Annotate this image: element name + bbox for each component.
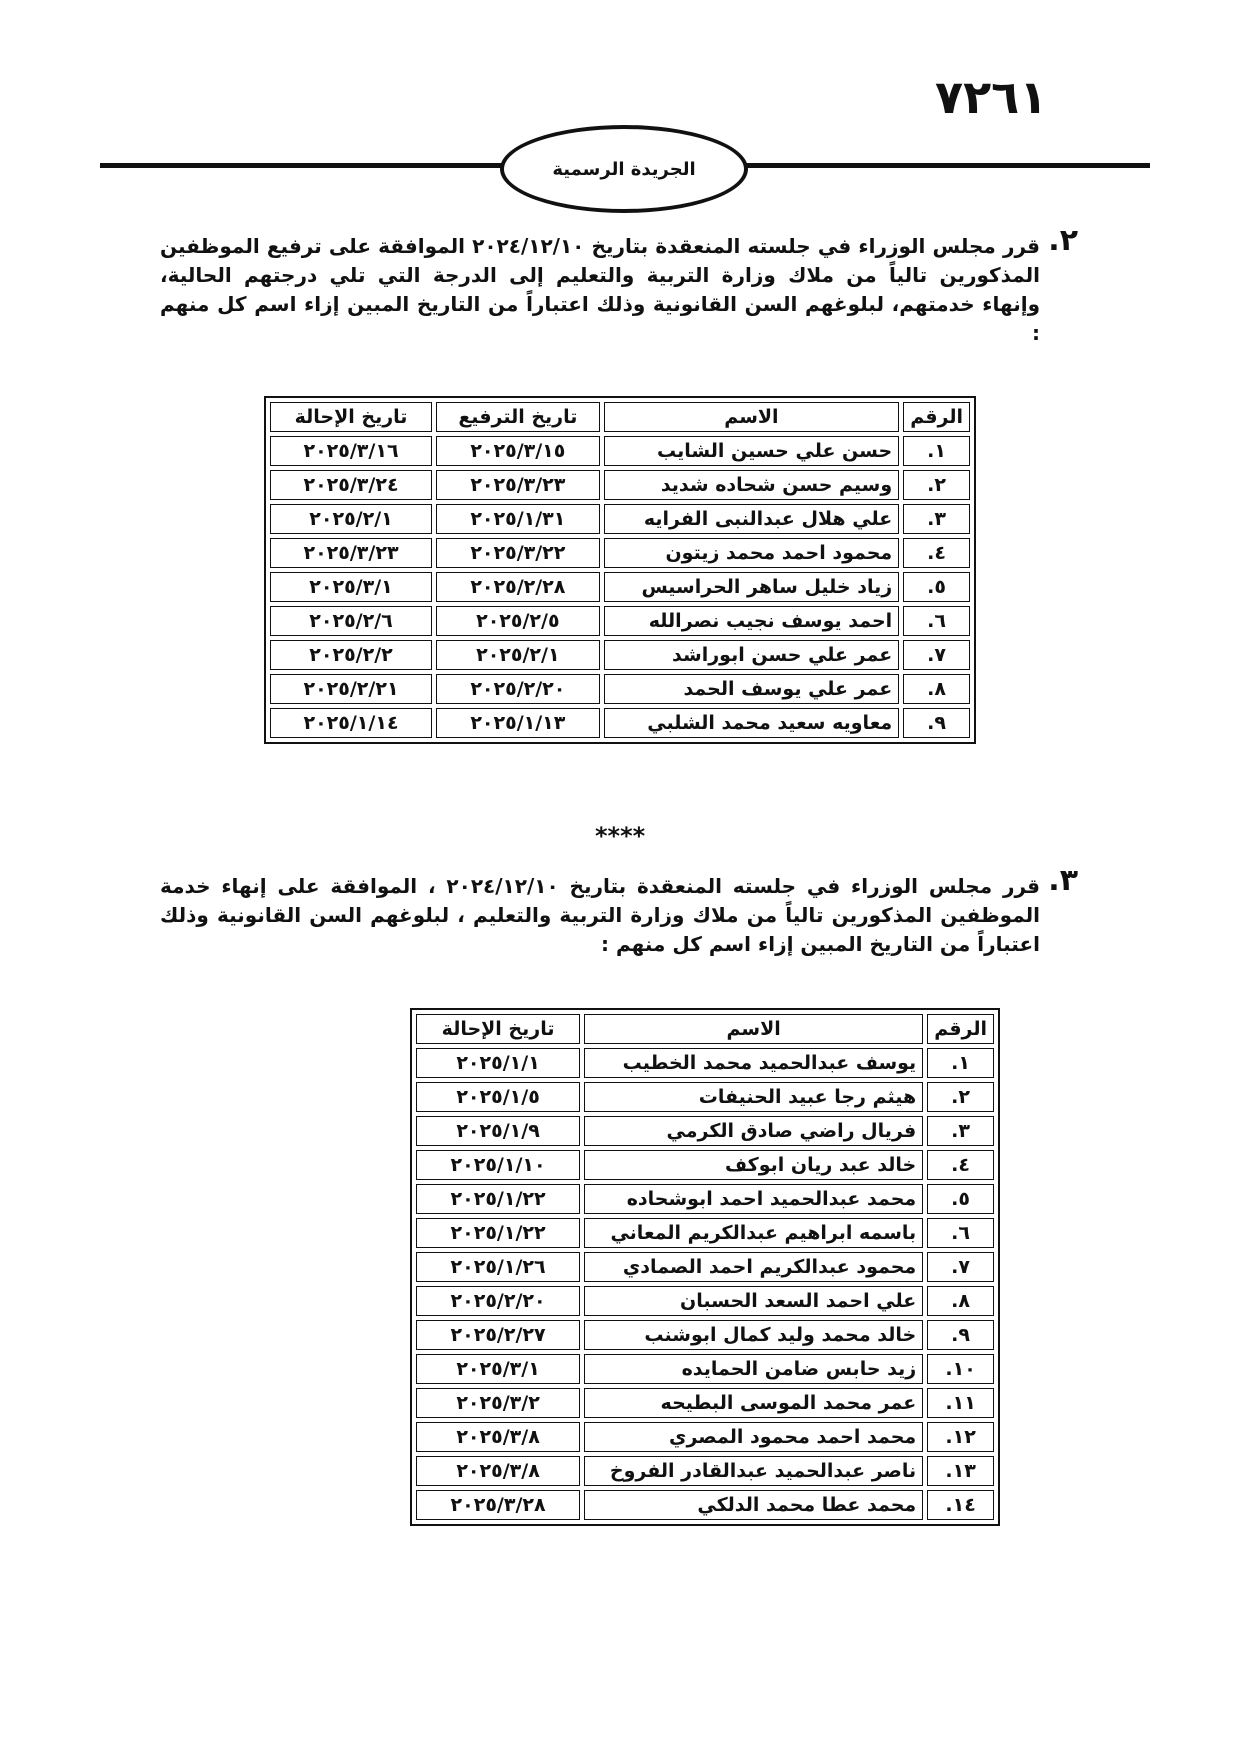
employee-name-cell: علي هلال عبدالنبى الفرايه xyxy=(604,504,900,534)
table-row xyxy=(416,1354,994,1384)
table-row xyxy=(270,674,970,704)
row-number-cell: ١١. xyxy=(927,1388,994,1418)
table-row xyxy=(270,504,970,534)
table-row xyxy=(270,708,970,738)
promotion-date-cell: ٢٠٢٥/١/١٣ xyxy=(436,708,600,738)
retirement-date-cell: ٢٠٢٥/١/١٤ xyxy=(270,708,432,738)
row-number-cell: ٨. xyxy=(927,1286,994,1316)
row-number-cell: ١٠. xyxy=(927,1354,994,1384)
row-number-cell: ٤. xyxy=(903,538,970,568)
table-row xyxy=(416,1116,994,1146)
row-number-cell: ٦. xyxy=(927,1218,994,1248)
col-header-retirement-date: تاريخ الإحالة xyxy=(416,1014,580,1044)
employee-name-cell: محمد عبدالحميد احمد ابوشحاده xyxy=(584,1184,923,1214)
promotion-date-cell: ٢٠٢٥/٢/٢٨ xyxy=(436,572,600,602)
row-number-cell: ٨. xyxy=(903,674,970,704)
row-number-cell: ١٢. xyxy=(927,1422,994,1452)
promotion-date-cell: ٢٠٢٥/٣/٢٢ xyxy=(436,538,600,568)
retirement-date-cell: ٢٠٢٥/١/٢٦ xyxy=(416,1252,580,1282)
row-number-cell: ٣. xyxy=(903,504,970,534)
gazette-title-oval xyxy=(500,125,748,213)
retirement-date-cell: ٢٠٢٥/٣/٢٣ xyxy=(270,538,432,568)
decision-3-text: قرر مجلس الوزراء في جلسته المنعقدة بتاريخ ٢٠٢٤/١٢/١٠ ، الموافقة على إنهاء خدمة الموظفين المذكورين تالياً من ملاك وزارة التربية والتعليم ، لبلوغهم السن القانونية وذلك اعتباراً من التاريخ المبين إزاء اسم كل منهم : xyxy=(160,874,1040,956)
promotion-date-cell: ٢٠٢٥/٣/٢٣ xyxy=(436,470,600,500)
retirement-date-cell: ٢٠٢٥/٣/١ xyxy=(270,572,432,602)
col-header-promotion-date: تاريخ الترفيع xyxy=(436,402,600,432)
employee-name-cell: احمد يوسف نجيب نصرالله xyxy=(604,606,900,636)
employee-name-cell: فريال راضي صادق الكرمي xyxy=(584,1116,923,1146)
decision-3-table xyxy=(410,1008,1000,1526)
col-header-name: الاسم xyxy=(584,1014,923,1044)
col-header-retirement-date: تاريخ الإحالة xyxy=(270,402,432,432)
table-header-row xyxy=(270,402,970,432)
table-row xyxy=(416,1286,994,1316)
retirement-date-cell: ٢٠٢٥/٢/٢١ xyxy=(270,674,432,704)
row-number-cell: ١٤. xyxy=(927,1490,994,1520)
retirement-date-cell: ٢٠٢٥/١/٥ xyxy=(416,1082,580,1112)
retirement-date-cell: ٢٠٢٥/٣/٢ xyxy=(416,1388,580,1418)
retirement-date-cell: ٢٠٢٥/٣/٨ xyxy=(416,1456,580,1486)
promotion-date-cell: ٢٠٢٥/٢/٢٠ xyxy=(436,674,600,704)
employee-name-cell: محمد عطا محمد الدلكي xyxy=(584,1490,923,1520)
table-row xyxy=(270,572,970,602)
employee-name-cell: حسن علي حسين الشايب xyxy=(604,436,900,466)
row-number-cell: ١٣. xyxy=(927,1456,994,1486)
table-row xyxy=(416,1252,994,1282)
employee-name-cell: باسمه ابراهيم عبدالكريم المعاني xyxy=(584,1218,923,1248)
table-header-row xyxy=(416,1014,994,1044)
table-row xyxy=(416,1150,994,1180)
row-number-cell: ٣. xyxy=(927,1116,994,1146)
table-row xyxy=(416,1320,994,1350)
page-number: ٧٢٦١ xyxy=(935,70,1048,124)
retirement-date-cell: ٢٠٢٥/٣/١٦ xyxy=(270,436,432,466)
table-row xyxy=(416,1456,994,1486)
promotion-date-cell: ٢٠٢٥/٢/١ xyxy=(436,640,600,670)
row-number-cell: ٥. xyxy=(903,572,970,602)
table-row xyxy=(270,640,970,670)
employee-name-cell: وسيم حسن شحاده شديد xyxy=(604,470,900,500)
decision-2-table xyxy=(264,396,976,744)
retirement-date-cell: ٢٠٢٥/١/٩ xyxy=(416,1116,580,1146)
table-row xyxy=(270,436,970,466)
table-row xyxy=(416,1490,994,1520)
row-number-cell: ٤. xyxy=(927,1150,994,1180)
gazette-title: الجريدة الرسمية xyxy=(552,158,696,180)
retirement-date-cell: ٢٠٢٥/١/٢٢ xyxy=(416,1184,580,1214)
retirement-date-cell: ٢٠٢٥/٣/١ xyxy=(416,1354,580,1384)
table-row xyxy=(416,1082,994,1112)
table-row xyxy=(416,1218,994,1248)
section-separator: **** xyxy=(595,822,646,850)
table-row xyxy=(270,538,970,568)
employee-name-cell: محمود عبدالكريم احمد الصمادي xyxy=(584,1252,923,1282)
decision-2-paragraph xyxy=(160,223,1078,348)
row-number-cell: ٧. xyxy=(927,1252,994,1282)
employee-name-cell: هيثم رجا عبيد الحنيفات xyxy=(584,1082,923,1112)
retirement-date-cell: ٢٠٢٥/٢/٦ xyxy=(270,606,432,636)
promotion-date-cell: ٢٠٢٥/٣/١٥ xyxy=(436,436,600,466)
employee-name-cell: عمر محمد الموسى البطيحه xyxy=(584,1388,923,1418)
row-number-cell: ١. xyxy=(903,436,970,466)
retirement-date-cell: ٢٠٢٥/٣/٢٨ xyxy=(416,1490,580,1520)
decision-3-number: ٣. xyxy=(1048,863,1078,898)
decision-2-number: ٢. xyxy=(1048,223,1078,258)
employee-name-cell: معاويه سعيد محمد الشلبي xyxy=(604,708,900,738)
table-row xyxy=(416,1048,994,1078)
employee-name-cell: خالد عبد ريان ابوكف xyxy=(584,1150,923,1180)
table-row xyxy=(270,606,970,636)
row-number-cell: ٢. xyxy=(903,470,970,500)
table-row xyxy=(416,1388,994,1418)
retirement-date-cell: ٢٠٢٥/٢/٢ xyxy=(270,640,432,670)
table-row xyxy=(270,470,970,500)
promotion-date-cell: ٢٠٢٥/٢/٥ xyxy=(436,606,600,636)
employee-name-cell: زياد خليل ساهر الحراسيس xyxy=(604,572,900,602)
row-number-cell: ٥. xyxy=(927,1184,994,1214)
retirement-date-cell: ٢٠٢٥/٢/٢٠ xyxy=(416,1286,580,1316)
retirement-date-cell: ٢٠٢٥/١/١ xyxy=(416,1048,580,1078)
retirement-date-cell: ٢٠٢٥/١/٢٢ xyxy=(416,1218,580,1248)
col-header-num: الرقم xyxy=(903,402,970,432)
employee-name-cell: خالد محمد وليد كمال ابوشنب xyxy=(584,1320,923,1350)
col-header-name: الاسم xyxy=(604,402,900,432)
decision-3-paragraph xyxy=(160,863,1078,959)
col-header-num: الرقم xyxy=(927,1014,994,1044)
row-number-cell: ٢. xyxy=(927,1082,994,1112)
row-number-cell: ٧. xyxy=(903,640,970,670)
promotion-date-cell: ٢٠٢٥/١/٣١ xyxy=(436,504,600,534)
row-number-cell: ٩. xyxy=(903,708,970,738)
employee-name-cell: محمود احمد محمد زيتون xyxy=(604,538,900,568)
decision-2-text: قرر مجلس الوزراء في جلسته المنعقدة بتاريخ ٢٠٢٤/١٢/١٠ الموافقة على ترفيع الموظفين المذكورين تالياً من ملاك وزارة التربية والتعليم إلى الدرجة التي تلي درجتهم الحالية، وإنهاء خدمتهم، لبلوغهم السن القانونية وذلك اعتباراً من التاريخ المبين إزاء اسم كل منهم : xyxy=(160,234,1040,345)
table-row xyxy=(416,1422,994,1452)
retirement-date-cell: ٢٠٢٥/١/١٠ xyxy=(416,1150,580,1180)
employee-name-cell: عمر علي حسن ابوراشد xyxy=(604,640,900,670)
employee-name-cell: زيد حابس ضامن الحمايده xyxy=(584,1354,923,1384)
employee-name-cell: يوسف عبدالحميد محمد الخطيب xyxy=(584,1048,923,1078)
retirement-date-cell: ٢٠٢٥/٢/٢٧ xyxy=(416,1320,580,1350)
table-row xyxy=(416,1184,994,1214)
employee-name-cell: علي احمد السعد الحسبان xyxy=(584,1286,923,1316)
employee-name-cell: عمر علي يوسف الحمد xyxy=(604,674,900,704)
row-number-cell: ١. xyxy=(927,1048,994,1078)
retirement-date-cell: ٢٠٢٥/٣/٢٤ xyxy=(270,470,432,500)
row-number-cell: ٩. xyxy=(927,1320,994,1350)
employee-name-cell: محمد احمد محمود المصري xyxy=(584,1422,923,1452)
employee-name-cell: ناصر عبدالحميد عبدالقادر الفروخ xyxy=(584,1456,923,1486)
retirement-date-cell: ٢٠٢٥/٢/١ xyxy=(270,504,432,534)
retirement-date-cell: ٢٠٢٥/٣/٨ xyxy=(416,1422,580,1452)
row-number-cell: ٦. xyxy=(903,606,970,636)
